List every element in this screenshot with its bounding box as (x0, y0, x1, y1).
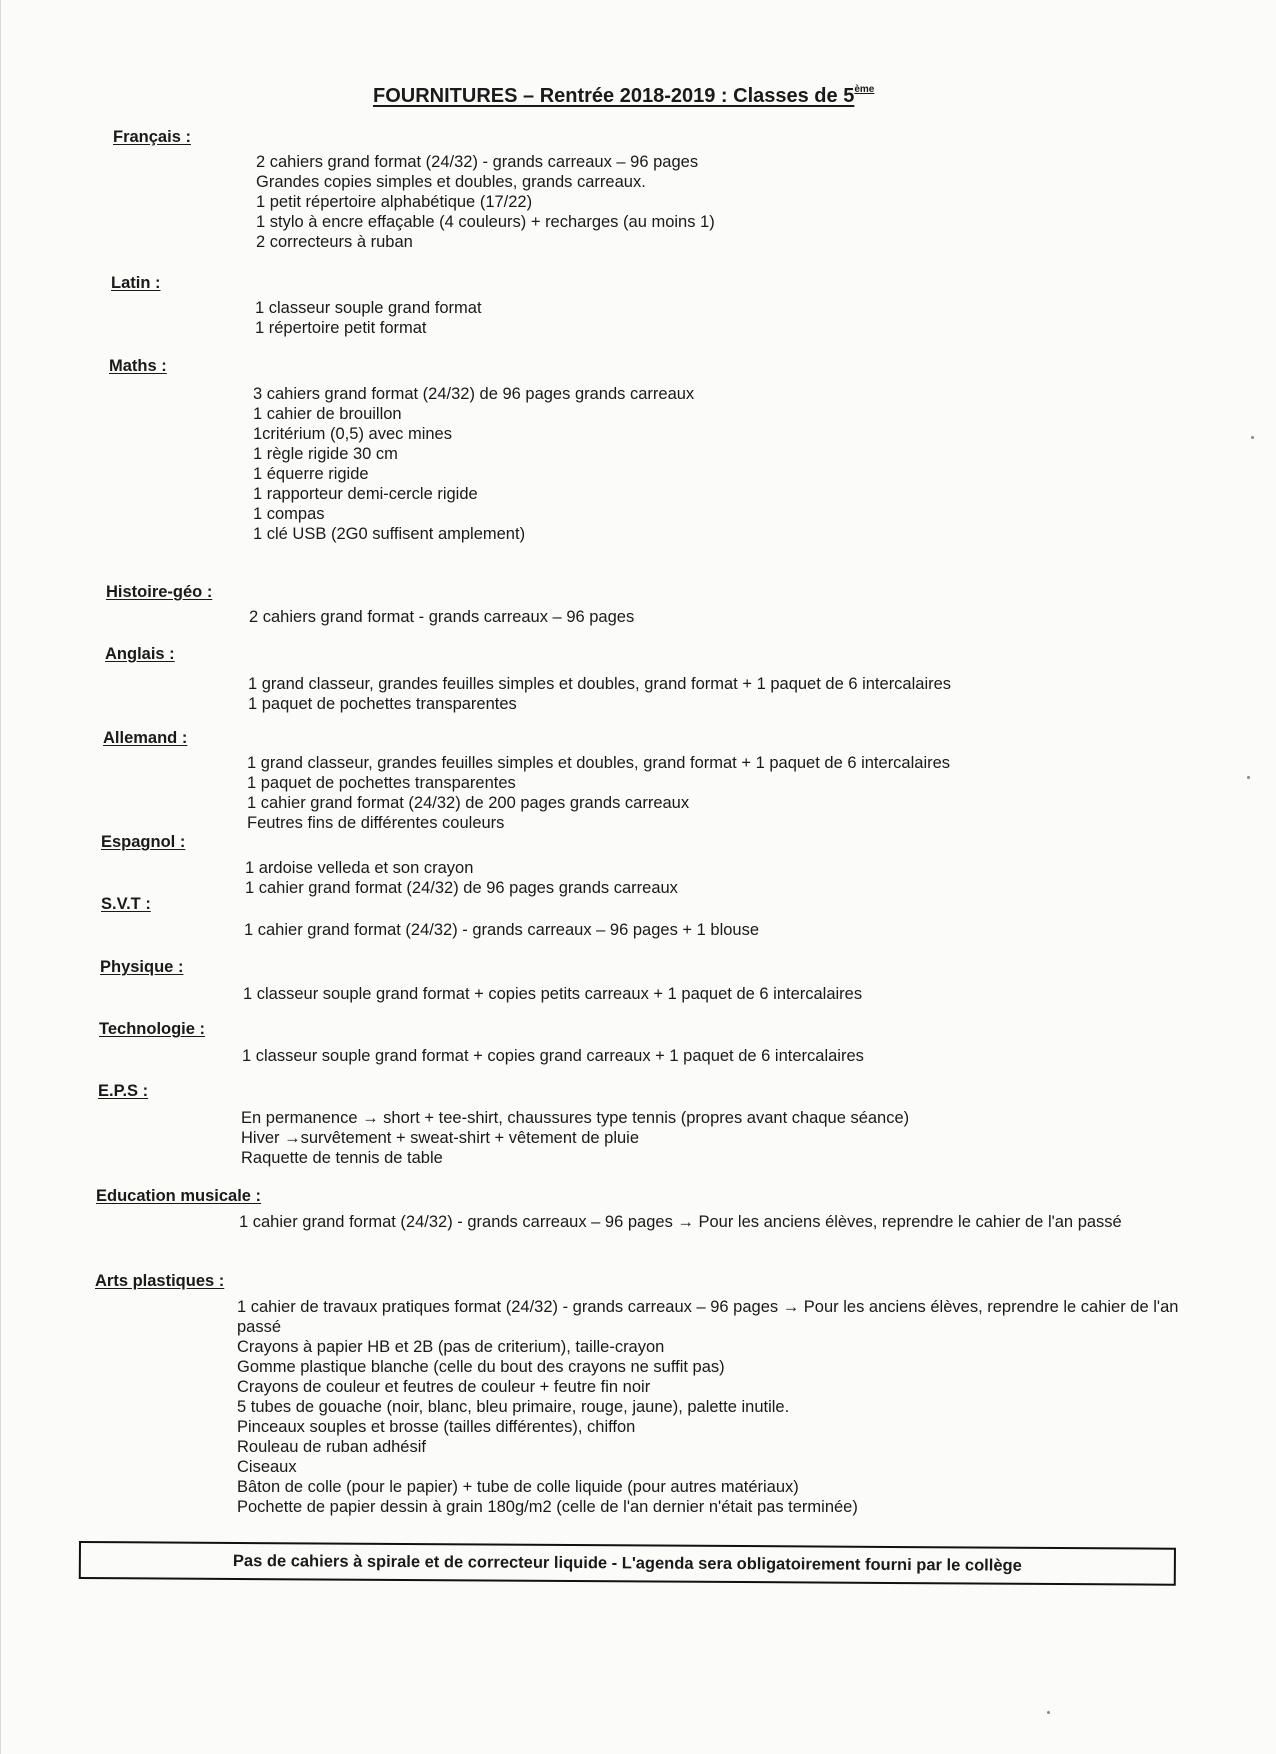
list-item: Hiver →survêtement + sweat-shirt + vêtement de pluie (241, 1129, 640, 1147)
list-item: 1 règle rigide 30 cm (253, 445, 398, 463)
item-list (247, 753, 950, 833)
list-item: Rouleau de ruban adhésif (237, 1438, 426, 1456)
list-item: Bâton de colle (pour le papier) + tube de colle liquide (pour autres matériaux) (237, 1478, 799, 1496)
section-heading: Maths : (109, 357, 167, 375)
list-item: 1 clé USB (2G0 suffisent amplement) (253, 525, 526, 543)
list-item: Gomme plastique blanche (celle du bout des crayons ne suffit pas) (237, 1358, 725, 1376)
list-item: 2 correcteurs à ruban (256, 233, 413, 251)
list-item: Feutres fins de différentes couleurs (247, 814, 505, 832)
section-heading: Arts plastiques : (95, 1272, 225, 1290)
section-heading: Français : (113, 128, 191, 146)
section-heading: S.V.T : (101, 895, 151, 913)
item-list (237, 1297, 1182, 1517)
notice-box (79, 1541, 1176, 1586)
list-item: 1 paquet de pochettes transparentes (247, 774, 516, 792)
item-list (249, 607, 634, 627)
list-item: En permanence → short + tee-shirt, chaussures type tennis (propres avant chaque séance) (241, 1109, 910, 1127)
list-item: Raquette de tennis de table (241, 1149, 443, 1167)
section-heading: Latin : (111, 274, 161, 292)
list-item: 1 grand classeur, grandes feuilles simples et doubles, grand format + 1 paquet de 6 intercalaires (247, 754, 951, 772)
item-list (253, 384, 694, 544)
list-item: Ciseaux (237, 1458, 297, 1476)
item-list (241, 1108, 909, 1168)
list-item: 1 équerre rigide (253, 465, 369, 483)
list-item: 2 cahiers grand format (24/32) - grands carreaux – 96 pages (256, 153, 699, 171)
list-item: Grandes copies simples et doubles, grands carreaux. (256, 173, 646, 191)
item-list (243, 984, 862, 1004)
list-item: 1critérium (0,5) avec mines (253, 425, 452, 443)
list-item: Crayons à papier HB et 2B (pas de criterium), taille-crayon (237, 1338, 665, 1356)
list-item: 1 cahier grand format (24/32) - grands carreaux – 96 pages → Pour les anciens élèves, reprendre le cahier de l'an passé (239, 1213, 1122, 1231)
item-list (255, 298, 482, 338)
item-list (239, 1212, 1179, 1232)
list-item: 1 classeur souple grand format + copies petits carreaux + 1 paquet de 6 intercalaires (243, 985, 863, 1003)
item-list (242, 1046, 864, 1066)
item-list (245, 858, 678, 898)
list-item: 3 cahiers grand format (24/32) de 96 pages grands carreaux (253, 385, 695, 403)
scan-speck (1247, 776, 1250, 779)
list-item: 1 compas (253, 505, 325, 523)
section-heading: Anglais : (105, 645, 175, 663)
section-heading: Physique : (100, 958, 184, 976)
list-item: 1 répertoire petit format (255, 319, 427, 337)
section-heading: Education musicale : (96, 1187, 262, 1205)
list-item: 1 rapporteur demi-cercle rigide (253, 485, 478, 503)
list-item: 2 cahiers grand format - grands carreaux – 96 pages (249, 608, 635, 626)
list-item: 1 classeur souple grand format + copies grand carreaux + 1 paquet de 6 intercalaires (242, 1047, 864, 1065)
list-item: Pinceaux souples et brosse (tailles différentes), chiffon (237, 1418, 636, 1436)
list-item: 1 paquet de pochettes transparentes (248, 695, 517, 713)
section-heading: Espagnol : (101, 833, 186, 851)
list-item: 1 stylo à encre effaçable (4 couleurs) + recharges (au moins 1) (256, 213, 715, 231)
list-item: 1 cahier de brouillon (253, 405, 402, 423)
list-item: 5 tubes de gouache (noir, blanc, bleu primaire, rouge, jaune), palette inutile. (237, 1398, 790, 1416)
title-rest: – Rentrée 2018-2019 : Classes de 5 (517, 85, 855, 107)
list-item: 1 grand classeur, grandes feuilles simples et doubles, grand format + 1 paquet de 6 intercalaires (248, 675, 952, 693)
item-list (244, 920, 759, 940)
title-main: FOURNITURES (373, 85, 518, 107)
section-heading: Technologie : (99, 1020, 206, 1038)
item-list (256, 152, 715, 252)
list-item: Pochette de papier dessin à grain 180g/m2 (celle de l'an dernier n'était pas terminée) (237, 1498, 858, 1516)
section-heading: Histoire-géo : (106, 583, 213, 601)
list-item: 1 ardoise velleda et son crayon (245, 859, 474, 877)
list-item: Crayons de couleur et feutres de couleur + feutre fin noir (237, 1378, 651, 1396)
scan-speck (1251, 436, 1254, 439)
page-title (373, 84, 933, 108)
notice-text: Pas de cahiers à spirale et de correcteur liquide - L'agenda sera obligatoirement fourni par le collège (232, 1551, 1022, 1575)
item-list (248, 674, 951, 714)
list-item: 1 cahier grand format (24/32) de 96 pages grands carreaux (245, 879, 678, 897)
list-item: 1 cahier de travaux pratiques format (24/32) - grands carreaux – 96 pages → Pour les anciens élèves, reprendre le cahier de l'an passé (237, 1298, 1179, 1336)
scan-speck (1047, 1711, 1050, 1714)
title-superscript: ème (854, 84, 875, 95)
list-item: 1 cahier grand format (24/32) de 200 pages grands carreaux (247, 794, 690, 812)
section-heading: E.P.S : (98, 1082, 149, 1100)
list-item: 1 petit répertoire alphabétique (17/22) (256, 193, 533, 211)
list-item: 1 classeur souple grand format (255, 299, 482, 317)
section-heading: Allemand : (103, 729, 188, 747)
list-item: 1 cahier grand format (24/32) - grands carreaux – 96 pages + 1 blouse (244, 921, 760, 939)
